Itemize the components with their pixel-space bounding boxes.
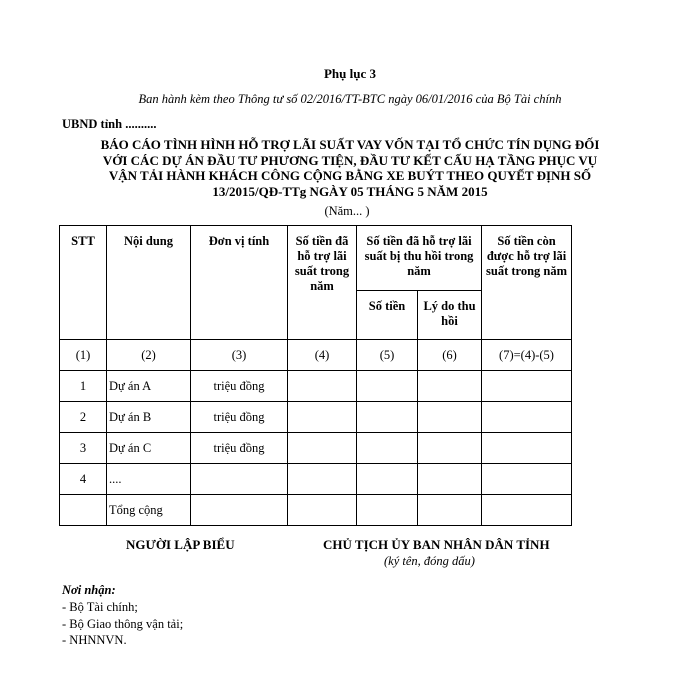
row-support-amount bbox=[288, 371, 357, 402]
row-remaining bbox=[482, 371, 572, 402]
total-remaining bbox=[482, 495, 572, 526]
row-stt: 1 bbox=[60, 371, 107, 402]
row-recovered-reason bbox=[418, 464, 482, 495]
row-unit bbox=[191, 464, 288, 495]
report-table bbox=[59, 225, 572, 526]
row-support-amount bbox=[288, 464, 357, 495]
header-recovered-group: Số tiền đã hỗ trợ lãi suất bị thu hồi trong năm bbox=[357, 226, 482, 291]
report-title-line: VẬN TẢI HÀNH KHÁCH CÔNG CỘNG BẰNG XE BUÝT THEO QUYẾT ĐỊNH SỐ bbox=[108, 168, 592, 183]
column-number: (5) bbox=[357, 340, 418, 371]
table-row bbox=[60, 402, 572, 433]
row-unit: triệu đồng bbox=[191, 433, 288, 464]
appendix-title: Phụ lục 3 bbox=[323, 66, 376, 81]
column-number-row bbox=[60, 340, 572, 371]
recipient-item: - Bộ Giao thông vận tải; bbox=[62, 616, 184, 631]
total-row bbox=[60, 495, 572, 526]
recipients-title: Nơi nhận: bbox=[62, 583, 116, 597]
report-title-line: VỚI CÁC DỰ ÁN ĐẦU TƯ PHƯƠNG TIỆN, ĐẦU TƯ KẾT CẤU HẠ TẦNG PHỤC VỤ bbox=[102, 152, 598, 168]
column-number: (3) bbox=[191, 340, 288, 371]
total-unit bbox=[191, 495, 288, 526]
header-remaining: Số tiền còn được hỗ trợ lãi suất trong năm bbox=[482, 226, 572, 340]
column-number: (7)=(4)-(5) bbox=[482, 340, 572, 371]
column-number: (4) bbox=[288, 340, 357, 371]
row-remaining bbox=[482, 402, 572, 433]
row-remaining bbox=[482, 433, 572, 464]
row-recovered-amount bbox=[357, 371, 418, 402]
table-row bbox=[60, 371, 572, 402]
row-recovered-amount bbox=[357, 464, 418, 495]
row-recovered-reason bbox=[418, 433, 482, 464]
row-support-amount bbox=[288, 402, 357, 433]
issued-with-line: Ban hành kèm theo Thông tư số 02/2016/TT-BTC ngày 06/01/2016 của Bộ Tài chính bbox=[138, 92, 562, 106]
total-stt bbox=[60, 495, 107, 526]
total-recovered-reason bbox=[418, 495, 482, 526]
row-stt: 2 bbox=[60, 402, 107, 433]
preparer-signature: NGƯỜI LẬP BIỂU bbox=[126, 537, 235, 552]
row-unit: triệu đồng bbox=[191, 402, 288, 433]
chairman-signature-note: (ký tên, đóng dấu) bbox=[384, 554, 475, 568]
report-title-line: BÁO CÁO TÌNH HÌNH HỖ TRỢ LÃI SUẤT VAY VỐN TẠI TỔ CHỨC TÍN DỤNG ĐỐI bbox=[100, 137, 600, 152]
table-row bbox=[60, 464, 572, 495]
row-stt: 4 bbox=[60, 464, 107, 495]
row-recovered-reason bbox=[418, 402, 482, 433]
recipients-list bbox=[62, 599, 183, 649]
column-number: (1) bbox=[60, 340, 107, 371]
total-support-amount bbox=[288, 495, 357, 526]
total-label: Tổng cộng bbox=[107, 495, 191, 526]
row-content: Dự án C bbox=[107, 433, 191, 464]
row-content: Dự án B bbox=[107, 402, 191, 433]
row-recovered-reason bbox=[418, 371, 482, 402]
row-recovered-amount bbox=[357, 433, 418, 464]
column-number: (6) bbox=[418, 340, 482, 371]
report-title-line: 13/2015/QĐ-TTg NGÀY 05 THÁNG 5 NĂM 2015 bbox=[212, 183, 488, 199]
recipient-item: - NHNNVN. bbox=[62, 633, 127, 647]
table-row bbox=[60, 433, 572, 464]
header-content: Nội dung bbox=[107, 226, 191, 340]
row-recovered-amount bbox=[357, 402, 418, 433]
row-stt: 3 bbox=[60, 433, 107, 464]
row-unit: triệu đồng bbox=[191, 371, 288, 402]
column-number: (2) bbox=[107, 340, 191, 371]
report-year: (Năm... ) bbox=[324, 204, 370, 218]
header-stt: STT bbox=[60, 226, 107, 340]
row-content: Dự án A bbox=[107, 371, 191, 402]
header-recovered-reason: Lý do thu hồi bbox=[418, 291, 482, 340]
header-row bbox=[60, 226, 572, 291]
header-recovered-amount: Số tiền bbox=[357, 291, 418, 340]
recipient-item: - Bộ Tài chính; bbox=[62, 600, 138, 614]
total-recovered-amount bbox=[357, 495, 418, 526]
header-unit: Đơn vị tính bbox=[191, 226, 288, 340]
chairman-signature: CHỦ TỊCH ỦY BAN NHÂN DÂN TỈNH bbox=[323, 537, 550, 552]
row-support-amount bbox=[288, 433, 357, 464]
header-support-amount: Số tiền đã hỗ trợ lãi suất trong năm bbox=[288, 226, 357, 340]
ubnd-line: UBND tỉnh .......... bbox=[62, 117, 157, 131]
row-content: .... bbox=[107, 464, 191, 495]
row-remaining bbox=[482, 464, 572, 495]
report-title bbox=[50, 137, 650, 199]
